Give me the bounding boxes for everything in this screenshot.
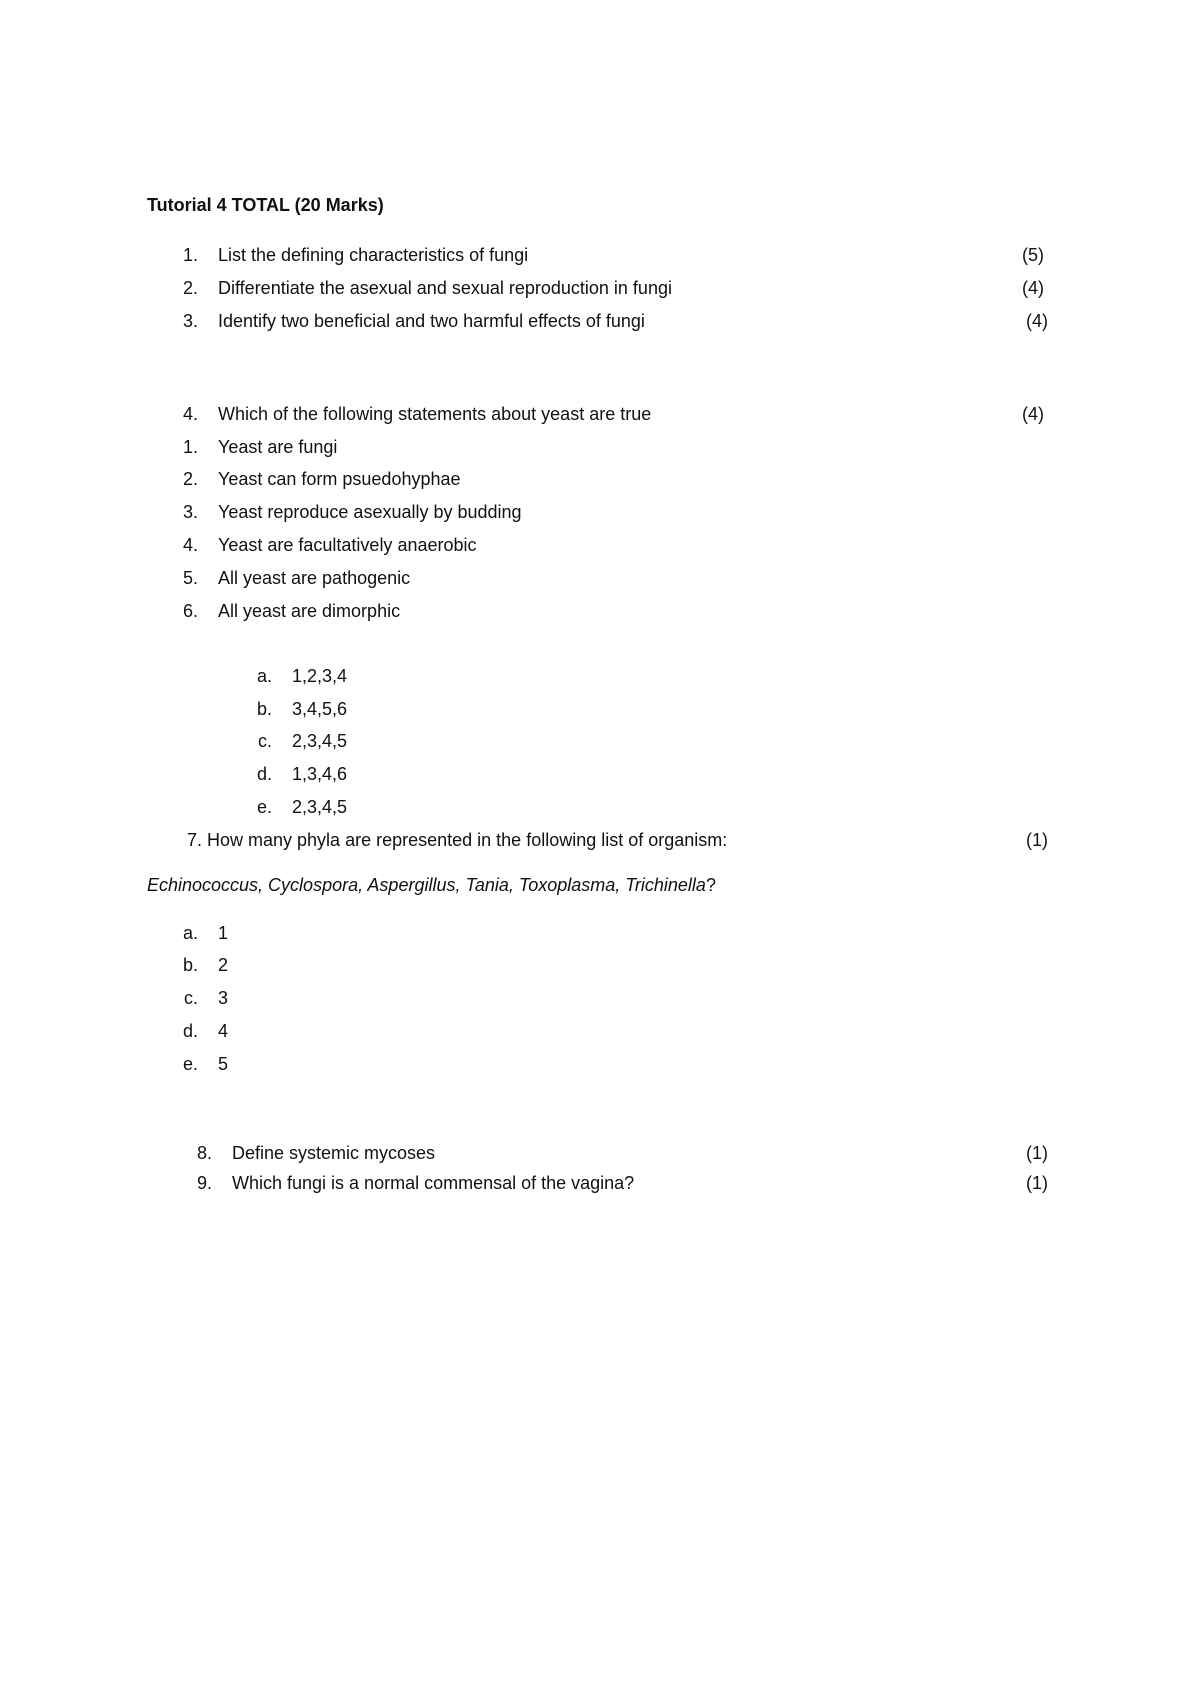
question-number: 9. bbox=[196, 1173, 212, 1193]
option-text: 1,2,3,4 bbox=[292, 666, 348, 686]
statement-text: All yeast are pathogenic bbox=[218, 568, 411, 588]
option-letter: e. bbox=[256, 797, 272, 817]
option-text: 5 bbox=[218, 1054, 229, 1074]
question-text: Identify two beneficial and two harmful effects of fungi bbox=[218, 311, 645, 331]
option-text: 2,3,4,5 bbox=[292, 797, 348, 817]
option-text: 2,3,4,5 bbox=[292, 731, 348, 751]
option-letter: a. bbox=[256, 666, 272, 686]
question-marks: (1) bbox=[1026, 830, 1048, 850]
statement-text: Yeast reproduce asexually by budding bbox=[218, 502, 522, 522]
organism-list bbox=[147, 873, 716, 897]
statement-number: 5. bbox=[182, 568, 198, 588]
question-text: 7. How many phyla are represented in the following list of organism: bbox=[187, 830, 728, 850]
question-marks: (4) bbox=[1026, 311, 1048, 331]
question-marks: (4) bbox=[1022, 278, 1044, 298]
question-marks: (5) bbox=[1022, 245, 1044, 265]
question-mark: ? bbox=[705, 875, 716, 895]
question-text: Define systemic mycoses bbox=[232, 1143, 436, 1163]
option-letter: c. bbox=[183, 988, 198, 1008]
option-letter: d. bbox=[182, 1021, 198, 1041]
organism-names: Echinococcus, Cyclospora, Aspergillus, Tania, Toxoplasma, Trichinella bbox=[147, 875, 706, 895]
statement-number: 4. bbox=[182, 535, 198, 555]
statement-text: Yeast can form psuedohyphae bbox=[218, 469, 461, 489]
option-letter: d. bbox=[256, 764, 272, 784]
statement-number: 2. bbox=[182, 469, 198, 489]
question-text: Which of the following statements about yeast are true bbox=[218, 404, 652, 424]
question-text: Which fungi is a normal commensal of the vagina? bbox=[232, 1173, 635, 1193]
option-letter: b. bbox=[182, 955, 198, 975]
question-number: 8. bbox=[196, 1143, 212, 1163]
option-text: 4 bbox=[218, 1021, 229, 1041]
option-text: 3 bbox=[218, 988, 229, 1008]
question-marks: (1) bbox=[1026, 1173, 1048, 1193]
question-number: 1. bbox=[182, 245, 198, 265]
question-text: Differentiate the asexual and sexual reproduction in fungi bbox=[218, 278, 672, 298]
option-letter: b. bbox=[256, 699, 272, 719]
option-text: 3,4,5,6 bbox=[292, 699, 348, 719]
statement-text: All yeast are dimorphic bbox=[218, 601, 401, 621]
option-letter: e. bbox=[182, 1054, 198, 1074]
question-marks: (4) bbox=[1022, 404, 1044, 424]
question-text: List the defining characteristics of fungi bbox=[218, 245, 529, 265]
question-number: 2. bbox=[182, 278, 198, 298]
option-text: 1,3,4,6 bbox=[292, 764, 348, 784]
statement-text: Yeast are fungi bbox=[218, 437, 338, 457]
option-letter: c. bbox=[257, 731, 272, 751]
statement-text: Yeast are facultatively anaerobic bbox=[218, 535, 477, 555]
question-marks: (1) bbox=[1026, 1143, 1048, 1163]
statement-number: 6. bbox=[182, 601, 198, 621]
page-title: Tutorial 4 TOTAL (20 Marks) bbox=[147, 195, 384, 215]
statement-number: 3. bbox=[182, 502, 198, 522]
option-text: 2 bbox=[218, 955, 229, 975]
question-number: 4. bbox=[182, 404, 198, 424]
statement-number: 1. bbox=[182, 437, 198, 457]
question-number: 3. bbox=[182, 311, 198, 331]
option-letter: a. bbox=[182, 923, 198, 943]
option-text: 1 bbox=[218, 923, 229, 943]
